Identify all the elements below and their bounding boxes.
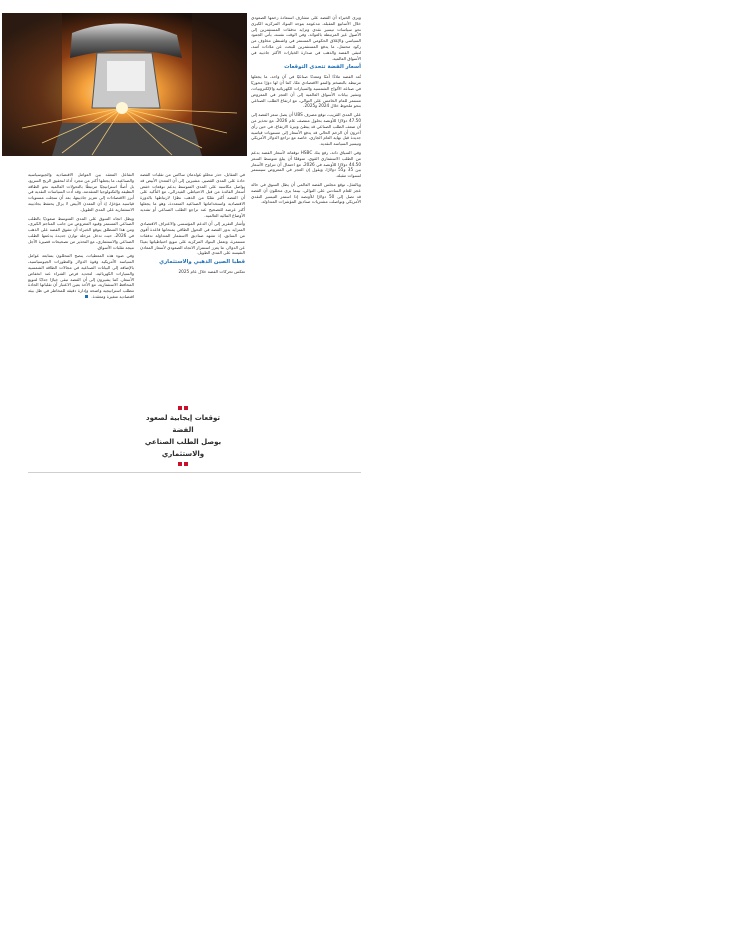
middle-paragraph-2: وأشار التقرير إلى أن الدعم المؤسسي والاعتراف الاقتصادي المتزايد بدور الفضة في التحول الطاقي يمنحانها قاعدة أقوى من السابق، إذ تشهد صناديق الاستثمار المتداولة تدفقات مستمرة، وتعمل البنوك المركزية على تنويع احتياطياتها بعيدًا عن الدولار، ما يعزز استمرار الاتجاه الصعودي لأسعار المعادن النفيسة على المدى الطويل. [140, 221, 245, 256]
right-paragraph-1: ويرى الخبراء أن الفضة على مشارف استعادة زخمها الصعودي خلال الأسابيع المقبلة، مدعومة بتوجه البنوك المركزية الكبرى نحو سياسات تيسير نقدي وتزايد تدفقات المستثمرين إلى الأصول غير المرتبطة بالعوائد، وفي الوقت نفسه، يأتي الجمود السياسي والإغلاق الحكومي المستمر في واشنطن مخاوف من ركود محتمل، ما يدفع المستثمرين للبحث عن ملاذات آمنة، لتبقى الفضة والذهب في صدارة الخيارات الأكثر جاذبية في الأسواق العالمية. [251, 15, 361, 61]
pull-quote-top-marks [140, 404, 226, 412]
right-paragraph-2: تُعد الفضة ملاذًا آمنًا ومعدنًا صناعيًا في آن واحد، ما يجعلها مرتبطة بالتضخم والنمو الاقتصادي معًا، كما أن لها دورًا محوريًا في صناعة الألواح الشمسية والسيارات الكهربائية والإلكترونيات، وتشير بيانات الأسواق العالمية إلى أن العجز في المعروض مستمر للعام الخامس على التوالي، مع ارتفاع الطلب الصناعي بنحو ملحوظ خلال 2024 و2025. [251, 74, 361, 109]
pull-quote-line-3: والاستثماري [161, 450, 205, 458]
middle-subheading: قطبا الصين الذهبي والاستثماري [159, 259, 245, 266]
pull-quote [140, 404, 226, 468]
left-paragraph-3-text: وفي ضوء هذه المعطيات، ينصح المحللون بمتابعة عوامل السياسة الأمريكية وقوة الدولار والتطورات الجيوسياسية، بالإضافة إلى البيانات الصناعية في مجالات الطاقة الشمسية والسيارات الكهربائية، لتحديد فرص الشراء عند انخفاض الأسعار، كما يشيرون إلى أن الفضة تبقى خيارًا جذابًا لتنويع المحافظ الاستثمارية، مع الأخذ بعين الاعتبار أن تقلباتها الحادة تتطلب استراتيجية واضحة وإدارة دقيقة للمخاطر في ظل بيئة اقتصادية متغيرة ومعقدة. [28, 253, 134, 299]
right-paragraph-3: على المدى القريب، توقع مصرف UBS أن يصل سعر الفضة إلى 47.50 دولارًا للأونصة بحلول منتصف عام 2026، مع تحذير من أن ضعف الطلب الصناعي قد يبطئ وتيرة الارتفاع، في حين رأى آخرون أن الزخم الحالي قد يدفع الأسعار إلى مستويات قياسية جديدة قبل نهاية العام الجاري، خاصة مع تراجع الدولار الأمريكي وتيسير السياسة النقدية. [251, 112, 361, 147]
right-subheading: أسعار الفضة تتحدى التوقعات [284, 64, 361, 71]
middle-column [140, 172, 245, 278]
photo-illustration [2, 13, 247, 156]
pull-quote-line-2: بوصل الطلب الصناعي [144, 438, 222, 446]
right-column [251, 15, 361, 208]
left-column [28, 172, 134, 303]
pull-quote-line-1: توقعات إيجابية لصعود الفضة [146, 414, 220, 434]
middle-paragraph-3: تعكس تحركات الفضة خلال عام 2025 [178, 269, 245, 275]
pull-quote-bottom-marks [140, 460, 226, 468]
article-photo-silver-grinding [2, 13, 247, 156]
middle-paragraph-1: في المقابل، حذر محللو غولدمان ساكس من تقلبات الفضة حادة على المدى القصير، مشيرين إلى أن المعدن الأبيض قد يواصل مكاسبه على المدى المتوسط بدعم توقعات خفض أسعار الفائدة من قبل الاحتياطي الفيدرالي، مع التأكيد على أن الفضة أكثر تقلبًا من الذهب نظرًا لارتباطها بالدورة الاقتصادية واستخداماتها الصناعية المتعددة، وهو ما يجعلها أكثر عرضة للتصحيح عند تراجع الطلب الصناعي أو تشديد الأوضاع المالية العالمية. [140, 172, 245, 218]
page-bottom-rule [28, 472, 361, 473]
right-paragraph-5: وبالمثل، توقع مجلس الفضة العالمي أن يظل السوق في حالة عجز للعام السادس على التوالي، بينما يرى محللون أن الفضة قد تصل إلى 50 دولارًا للأونصة إذا استمر التيسير النقدي الأمريكي وتواصلت مشتريات صناديق المؤشرات المتداولة. [251, 181, 362, 205]
end-of-article-mark [85, 295, 88, 298]
right-paragraph-4: وفي السياق ذاته، رفع بنك HSBC توقعاته لأسعار الفضة بدعم من الطلب الاستثماري القوي، متوقعًا أن يبلغ متوسط السعر 44.50 دولارًا للأونصة في 2026، مع احتمال أن تتراوح الأسعار بين 35 و55 دولارًا، ويقول إن العجز في المعروض سيستمر لسنوات مقبلة. [251, 149, 362, 179]
left-paragraph-3 [28, 253, 134, 299]
left-paragraph-2: ويظل اتجاه السوق على المدى المتوسط صعوديًا بالطلب الصناعي المستمر وقيود المعروض من جانب المناجم الكبرى، ومن هذا المنطلق يتوقع الخبراء أن تتفوق الفضة على الذهب في 2026، حيث تدخل مرحلة توازن جديدة يدعمها الطلب الصناعي والاستثماري، مع التحذير من تصحيحات قصيرة الأجل نتيجة تقلبات الأسواق. [28, 215, 135, 250]
newspaper-page [0, 0, 370, 480]
left-paragraph-1: التفاعل المعقد بين العوامل الاقتصادية والجيوسياسية والصناعية، ما يجعلها أكثر من مجرد أداة لتحقيق الربح السريع، بل أصلًا استراتيجيًا مرتبطًا بالتحولات العالمية نحو الطاقة النظيفة والتكنولوجيا المتقدمة، وقد أدت السياسات النقدية في أبرز الاقتصادات إلى تعزيز جاذبيتها، بعد أن سجلت مستويات قياسية مؤخرًا، إذ أن المعدن الأبيض لا يزال يحتفظ بجاذبيته الاستثمارية على المدى الطويل. [28, 172, 134, 212]
